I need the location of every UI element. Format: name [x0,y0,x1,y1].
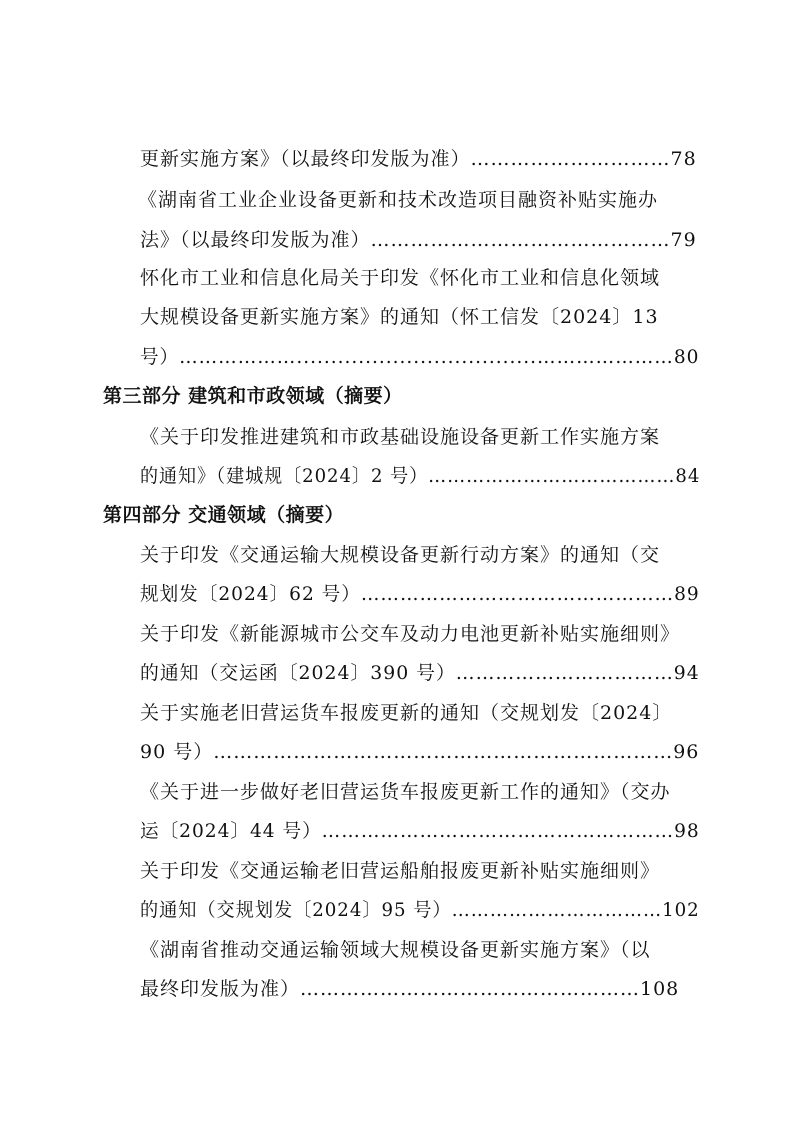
toc-line: 最终印发版为准）……………………………………………108 [140,978,680,1000]
toc-line: 关于实施老旧营运货车报废更新的通知（交规划发〔2024〕 [140,702,673,724]
toc-line: 关于印发《新能源城市公交车及动力电池更新补贴实施细则》 [140,623,681,645]
toc-line: 号）………………...................................…………………80 [140,346,700,368]
toc-line: 的通知（交运函〔2024〕390 号）……………………………94 [140,662,700,684]
section-heading: 第三部分 建筑和市政领域（摘要） [103,385,403,407]
toc-line: 运〔2024〕44 号）………………………………………………98 [140,820,700,842]
toc-line: 规划发〔2024〕62 号）…………………………………………89 [140,583,700,605]
toc-line: 《湖南省工业企业设备更新和技术改造项目融资补贴实施办 [138,189,659,211]
toc-line: 怀化市工业和信息化局关于印发《怀化市工业和信息化领域 [140,267,661,289]
section-heading: 第四部分 交通领域（摘要） [103,504,345,526]
toc-line: 关于印发《交通运输老旧营运船舶报废更新补贴实施细则》 [140,860,661,882]
toc-line: 的通知（交规划发〔2024〕95 号）……………………………102 [140,899,700,921]
toc-line: 90 号）……………………………………………………………96 [140,741,700,763]
toc-line: 更新实施方案》（以最终印发版为准）…………………………78 [140,148,697,170]
toc-line: 法》（以最终印发版为准）………………………………………79 [140,229,697,251]
toc-line: 《关于印发推进建筑和市政基础设施设备更新工作实施方案 [140,426,661,448]
toc-line: 《关于进一步做好老旧营运货车报废更新工作的通知》（交办 [140,781,671,803]
toc-line: 《湖南省推动交通运输领域大规模设备更新实施方案》（以 [140,939,651,961]
toc-line: 关于印发《交通运输大规模设备更新行动方案》的通知（交 [140,544,661,566]
toc-line: 的通知》（建城规〔2024〕2 号）…………………………………84 [140,465,701,487]
toc-line: 大规模设备更新实施方案》的通知（怀工信发〔2024〕13 [140,306,659,328]
